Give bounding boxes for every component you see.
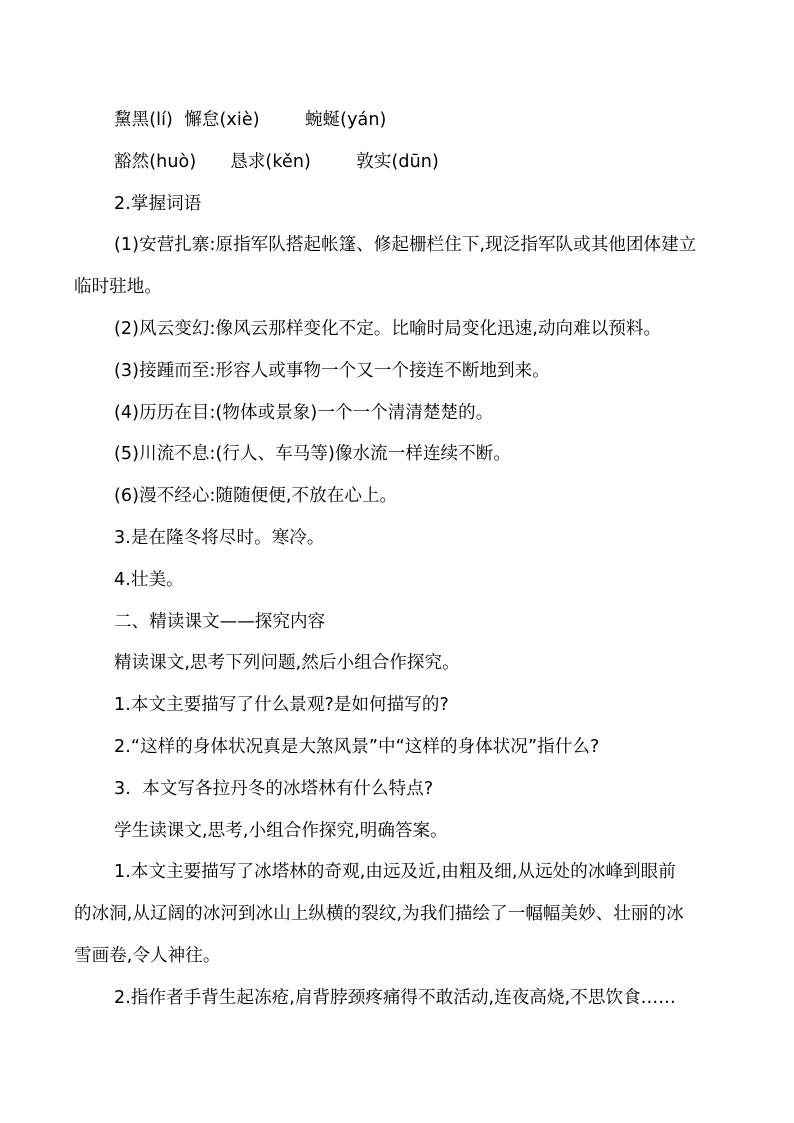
answer-line-3: 3.是在隆冬将尽时。寒冷。 [114,527,325,548]
vocab-item-5: (5)川流不息:(行人、车马等)像水流一样连续不断。 [114,444,511,465]
vocab-item-4: (4)历历在目:(物体或景象)一个一个清清楚楚的。 [114,402,494,423]
pinyin-line-1: 黧黑(lí) 懈怠(xiè) 蜿蜒(yán) [114,110,387,130]
answer-line-4: 4.壮美。 [114,569,184,590]
section-2-heading: 2.掌握词语 [114,193,202,214]
pinyin-line-2: 豁然(huò) 恳求(kěn) 敦实(dūn) [114,151,439,172]
document-body [74,100,718,1020]
answer-1-continuation-2: 雪画卷,令人神往。 [74,945,221,966]
vocab-item-1: (1)安营扎寨:原指军队搭起帐篷、修起栅栏住下,现泛指军队或其他团体建立 [114,235,697,256]
vocab-item-3: (3)接踵而至:形容人或事物一个又一个接连不断地到来。 [114,360,550,381]
section-heading: 二、精读课文——探究内容 [114,611,326,632]
question-3: 3. 本文写各拉丹冬的冰塔林有什么特点? [114,778,434,799]
question-2: 2.“这样的身体状况真是大煞风景”中“这样的身体状况”指什么? [114,736,600,757]
answer-2: 2.指作者手背生起冻疮,肩背脖颈疼痛得不敢活动,连夜高烧,不思饮食…… [114,987,676,1008]
instruction-text: 精读课文,思考下列问题,然后小组合作探究。 [114,653,460,674]
answer-1-continuation-1: 的冰洞,从辽阔的冰河到冰山上纵横的裂纹,为我们描绘了一幅幅美妙、壮丽的冰 [74,904,684,925]
vocab-item-6: (6)漫不经心:随随便便,不放在心上。 [114,486,398,507]
vocab-item-2: (2)风云变幻:像风云那样变化不定。比喻时局变化迅速,动向难以预料。 [114,318,662,339]
question-1: 1.本文主要描写了什么景观?是如何描写的? [114,695,449,716]
vocab-item-1-continuation: 临时驻地。 [74,277,162,298]
student-activity-line: 学生读课文,思考,小组合作探究,明确答案。 [114,820,448,841]
answer-1: 1.本文主要描写了冰塔林的奇观,由远及近,由粗及细,从远处的冰峰到眼前 [114,862,676,883]
